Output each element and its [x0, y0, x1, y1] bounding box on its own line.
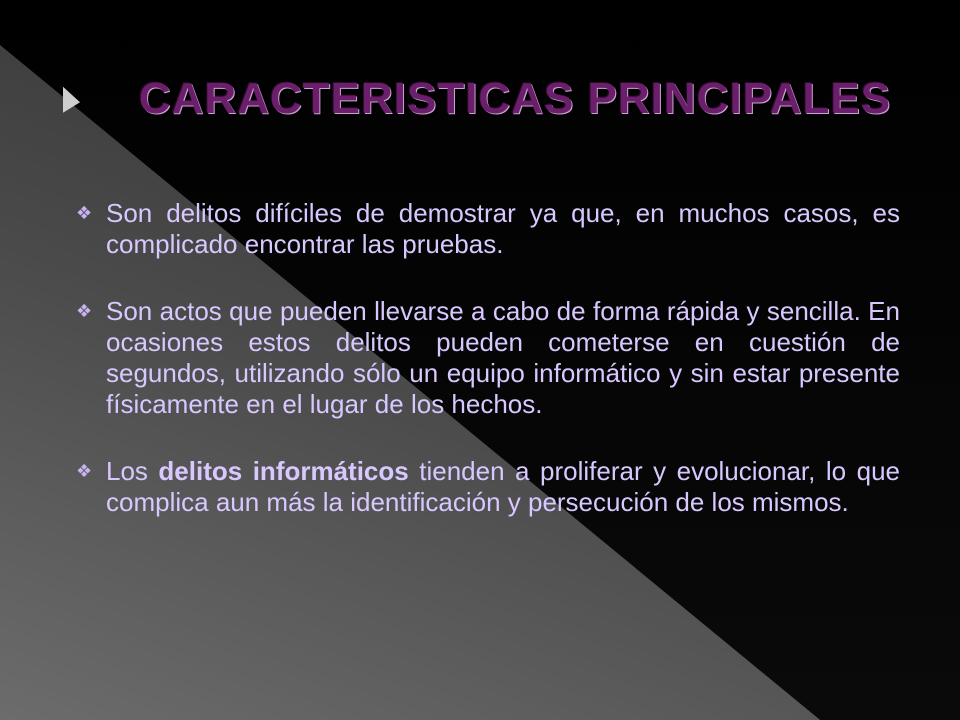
bullet-text: Son actos que pueden llevarse a cabo de forma rápida y sencilla. En ocasiones estos delitos pueden cometerse en cuestión de segundos, utilizando sólo un equipo informático y sin estar presente físicamente en el lugar de los hechos. [106, 296, 900, 419]
bullet-text-bold: delitos informáticos [158, 456, 409, 486]
slide-title: CARACTERISTICAS PRINCIPALES [138, 74, 892, 123]
diamond-bullet-icon: ❖ [76, 461, 93, 482]
bullet-item [76, 198, 900, 260]
bullet-text [106, 456, 900, 518]
triangle-arrow-icon [63, 87, 80, 115]
diamond-bullet-icon: ❖ [76, 203, 93, 224]
bullet-text-suffix: tienden a proliferar y evolucionar, lo que complica aun más la identificación y persecución de los mismos. [106, 456, 900, 517]
bullet-item [76, 456, 900, 518]
bullet-text-prefix: Los [106, 456, 159, 486]
bullet-text: Son delitos difíciles de demostrar ya que, en muchos casos, es complicado encontrar las pruebas. [106, 198, 900, 259]
bullet-list [76, 198, 900, 554]
bullet-item [76, 296, 900, 420]
diamond-bullet-icon: ❖ [76, 301, 93, 322]
